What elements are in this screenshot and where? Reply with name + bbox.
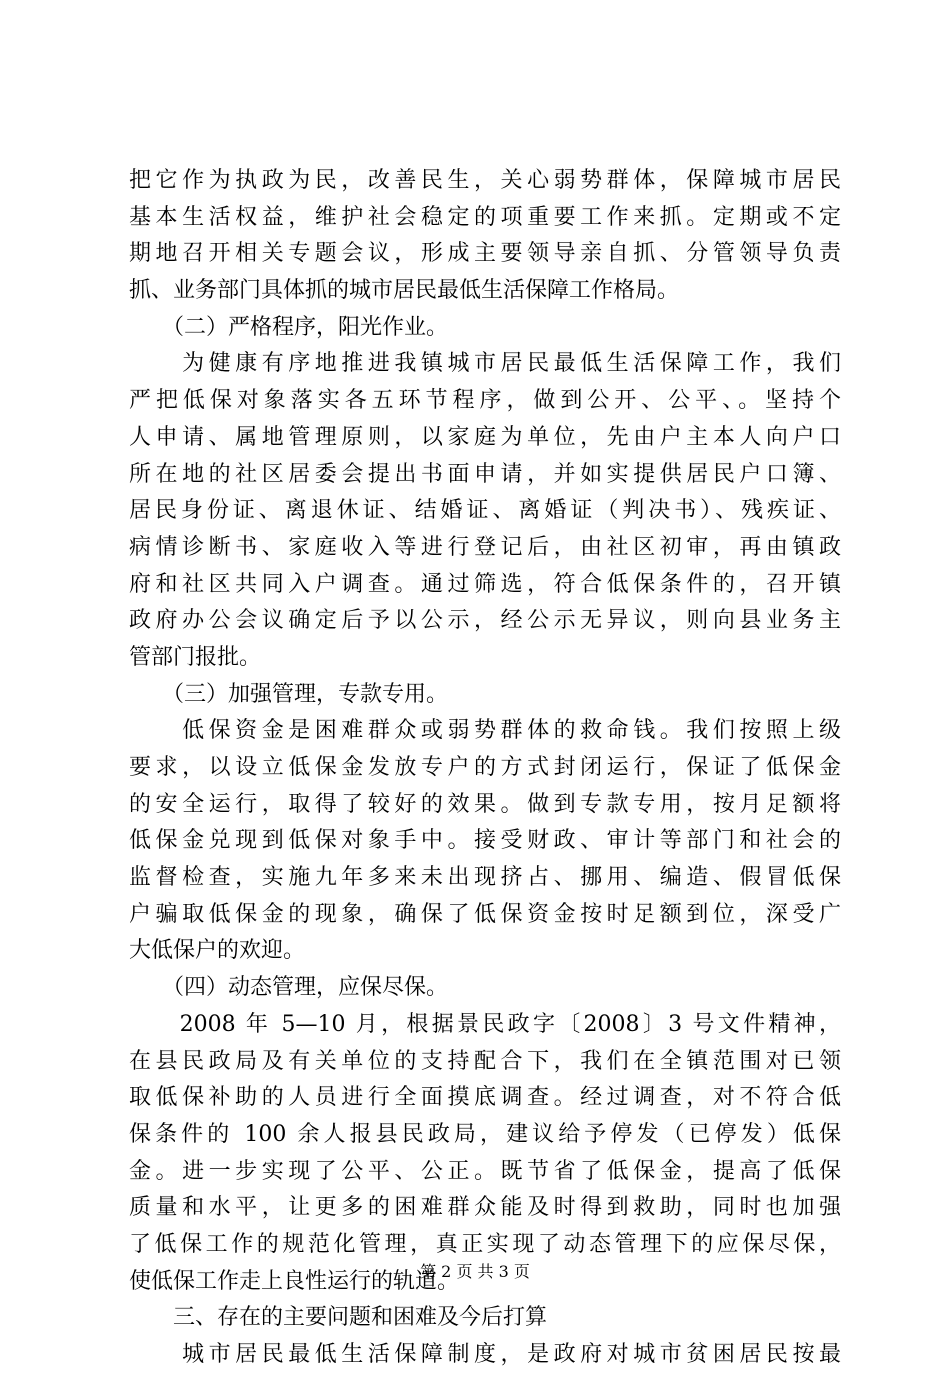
text-line: 在县民政局及有关单位的支持配合下，我们在全镇范围对已领 <box>129 1048 841 1074</box>
text-line: 期地召开相关专题会议，形成主要领导亲自抓、分管领导负责 <box>129 241 841 267</box>
text-line: 为健康有序地推进我镇城市居民最低生活保障工作，我们 <box>129 351 841 377</box>
text-line: 户骗取低保金的现象，确保了低保资金按时足额到位，深受广 <box>129 901 841 927</box>
document-body <box>129 163 841 1374</box>
text-line: 质量和水平，让更多的困难群众能及时得到救助，同时也加强 <box>129 1195 841 1221</box>
text-line: 抓、业务部门具体抓的城市居民最低生活保障工作格局。 <box>129 278 680 304</box>
text-line: 把它作为执政为民，改善民生，关心弱势群体，保障城市居民 <box>129 168 841 193</box>
text-line: 人申请、属地管理原则，以家庭为单位，先由户主本人向户口 <box>129 424 841 450</box>
text-line: 低保金兑现到低保对象手中。接受财政、审计等部门和社会的 <box>129 828 841 854</box>
text-line: 居民身份证、离退休证、结婚证、离婚证（判决书）、残疾证、 <box>129 498 841 524</box>
text-line: 金。进一步实现了公平、公正。既节省了低保金，提高了低保 <box>129 1158 841 1184</box>
text-line: 监督检查，实施九年多来未出现挤占、挪用、编造、假冒低保 <box>129 865 841 891</box>
text-line: （二）严格程序，阳光作业。 <box>129 314 449 340</box>
text-line: 三、存在的主要问题和困难及今后打算 <box>129 1305 548 1331</box>
text-line: 严把低保对象落实各五环节程序，做到公开、公平、。坚持个 <box>129 388 841 414</box>
text-line: （四）动态管理，应保尽保。 <box>129 975 449 1001</box>
text-line: 政府办公会议确定后予以公示，经公示无异议，则向县业务主 <box>129 608 841 634</box>
text-line: 所在地的社区居委会提出书面申请，并如实提供居民户口簿、 <box>129 461 841 487</box>
text-line: 基本生活权益，维护社会稳定的项重要工作来抓。定期或不定 <box>129 204 841 230</box>
text-line: 管部门报批。 <box>129 644 262 670</box>
text-line: 保条件的 100 余人报县民政局，建议给予停发（已停发）低保 <box>129 1121 841 1147</box>
text-line: 使低保工作走上良性运行的轨道。 <box>129 1268 460 1294</box>
text-line: 低保资金是困难群众或弱势群体的救命钱。我们按照上级 <box>129 718 841 744</box>
text-line: 府和社区共同入户调查。通过筛选，符合低保条件的，召开镇 <box>129 571 841 597</box>
text-line: 大低保户的欢迎。 <box>129 938 306 964</box>
text-line: 病情诊断书、家庭收入等进行登记后，由社区初审，再由镇政 <box>129 534 841 560</box>
text-line: （三）加强管理，专款专用。 <box>129 681 449 707</box>
text-line: 了低保工作的规范化管理，真正实现了动态管理下的应保尽保， <box>129 1231 841 1257</box>
text-line: 城市居民最低生活保障制度，是政府对城市贫困居民按最 <box>129 1342 841 1367</box>
text-line: 2008 年 5—10 月，根据景民政字〔2008〕3 号文件精神， <box>129 1011 841 1037</box>
text-line: 的安全运行，取得了较好的效果。做到专款专用，按月足额将 <box>129 791 841 817</box>
text-line: 要求，以设立低保金发放专户的方式封闭运行，保证了低保金 <box>129 755 841 780</box>
text-line: 取低保补助的人员进行全面摸底调查。经过调查，对不符合低 <box>129 1085 841 1111</box>
page-footer: 第 2 页 共 3 页 <box>420 1262 530 1281</box>
